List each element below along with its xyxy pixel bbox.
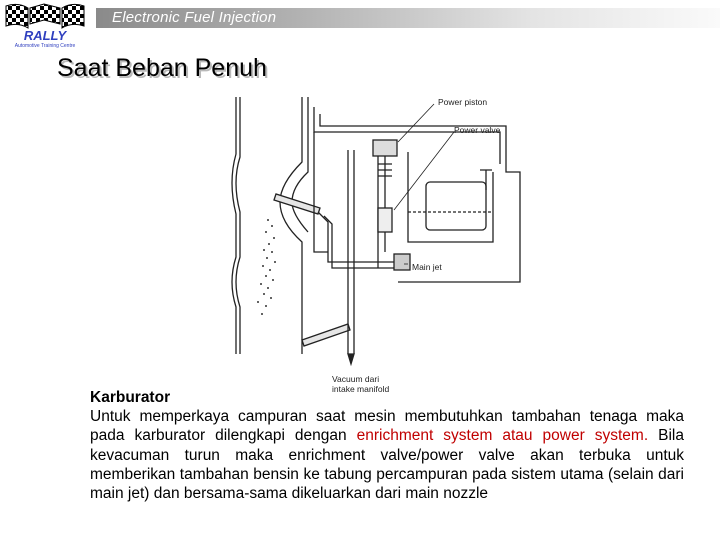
carburetor-diagram xyxy=(228,92,538,397)
para-highlight: enrichment system atau power system. xyxy=(356,427,649,445)
body-heading: Karburator xyxy=(90,389,171,406)
label-vacuum-line2: intake manifold xyxy=(332,384,390,394)
header-title: Electronic Fuel Injection xyxy=(112,9,277,26)
label-power-valve: Power valve xyxy=(454,125,501,135)
label-main-jet: Main jet xyxy=(412,262,442,272)
logo-subtext: Automotive Training Centre xyxy=(14,43,76,48)
slide-title: Saat Beban Penuh xyxy=(57,54,267,82)
body-text-block xyxy=(90,388,684,503)
logo-rally-text: RALLY xyxy=(23,28,67,43)
rally-logo xyxy=(4,2,86,48)
para-part2: Bila kevacuman turun maka enrichment valve/power valve akan terbuka untuk memberikan tambahan bensin ke tabung percampuran pada sistem utama (selain dari main jet) dan bersama-sama dikeluarkan dari main nozzle xyxy=(90,427,684,503)
label-power-piston: Power piston xyxy=(438,97,488,107)
label-vacuum-line1: Vacuum dari xyxy=(332,374,380,384)
para-part1: Untuk memperkaya campuran saat mesin membutuhkan tambahan tenaga maka pada karburator dilengkapi dengan xyxy=(90,408,684,445)
body-paragraph xyxy=(90,407,684,503)
